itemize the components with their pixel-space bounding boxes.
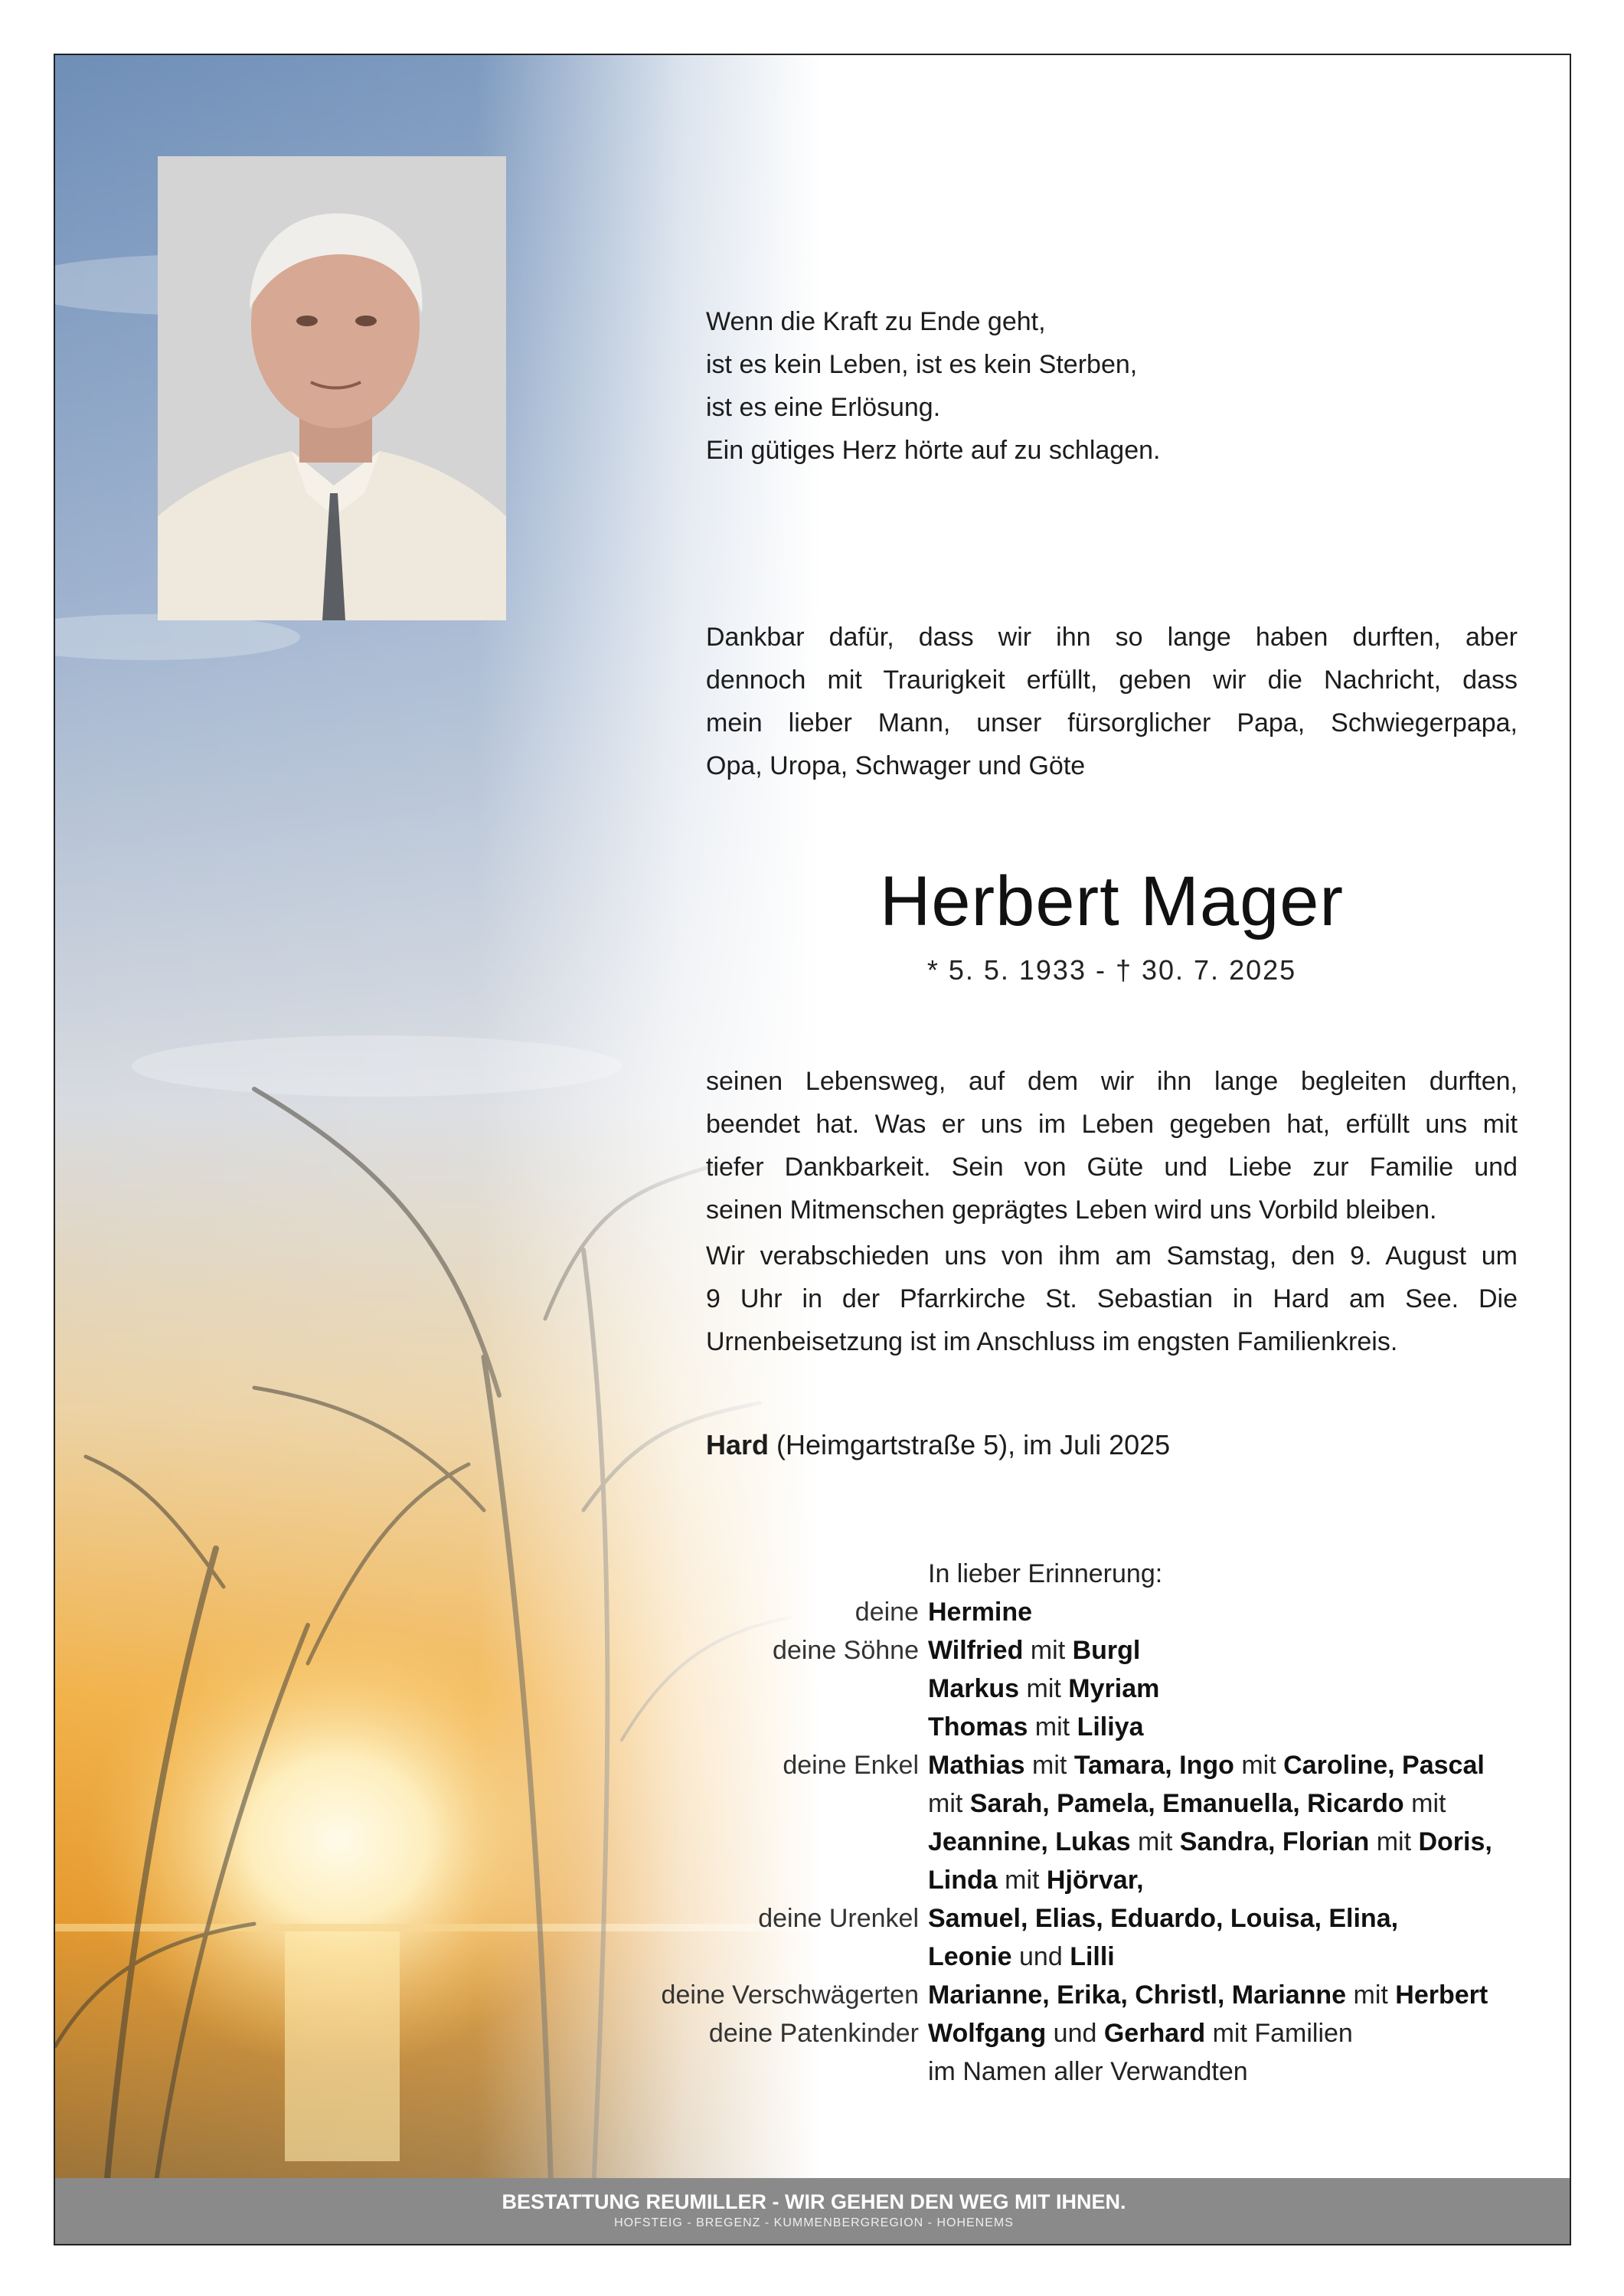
poem-line: Wenn die Kraft zu Ende geht, xyxy=(706,307,1046,336)
mourner-relation: deine Patenkinder xyxy=(708,2019,919,2048)
mourner-relation xyxy=(55,1784,928,1823)
mourner-relation: deine Urenkel xyxy=(758,1904,919,1933)
mourner-names xyxy=(928,1823,1571,1861)
mourner-row xyxy=(55,1823,1571,1861)
mourner-row xyxy=(55,1708,1571,1746)
mourner-names xyxy=(928,1861,1571,1899)
mourner-row xyxy=(55,1746,1571,1784)
portrait-image xyxy=(158,156,506,620)
poem-line: Ein gütiges Herz hörte auf zu schlagen. xyxy=(706,436,1161,465)
mourner-names xyxy=(928,1899,1571,1938)
mourner-names xyxy=(928,1976,1571,2014)
mourner-name: Sandra, Florian xyxy=(1179,1827,1370,1856)
mourner-name: Caroline, Pascal xyxy=(1283,1751,1485,1780)
mourner-connector: mit xyxy=(997,1866,1047,1895)
body-line: seinen Lebensweg, auf dem wir ihn lange begleiten durften, xyxy=(706,1067,1518,1096)
intro-paragraph xyxy=(706,616,1518,787)
mourners-heading: In lieber Erinnerung: xyxy=(928,1559,1163,1588)
mourner-name: Marianne, Erika, Christl, Marianne xyxy=(928,1980,1347,2010)
poem-line: ist es eine Erlösung. xyxy=(706,393,941,422)
mourner-names xyxy=(928,1938,1571,1976)
life-dates: * 5. 5. 1933 - † 30. 7. 2025 xyxy=(926,954,1297,986)
intro-line: Dankbar dafür, dass wir ihn so lange haben durften, aber xyxy=(706,623,1518,652)
mourner-names xyxy=(928,1631,1571,1670)
mourner-relation xyxy=(55,1823,928,1861)
place-and-date xyxy=(706,1426,1170,1464)
mourner-name: Samuel, Elias, Eduardo, Louisa, Elina, xyxy=(928,1904,1399,1933)
mourner-row xyxy=(55,1938,1571,1976)
mourner-connector: mit xyxy=(1019,1674,1069,1703)
intro-line: Opa, Uropa, Schwager und Göte xyxy=(706,751,1086,780)
mourner-name: Myriam xyxy=(1068,1674,1160,1703)
mourner-name: Tamara, Ingo xyxy=(1073,1751,1234,1780)
poem xyxy=(706,300,1518,472)
mourner-row xyxy=(55,1899,1571,1938)
mourner-name: Herbert xyxy=(1395,1980,1488,2010)
mourner-name: Wolfgang xyxy=(928,2019,1047,2048)
mourner-row xyxy=(55,2052,1571,2091)
body-line: seinen Mitmenschen geprägtes Leben wird uns Vorbild bleiben. xyxy=(706,1195,1437,1225)
footer-slogan: BESTATTUNG REUMILLER - WIR GEHEN DEN WEG MIT IHNEN. xyxy=(502,2190,1126,2213)
mourner-relation xyxy=(55,1670,928,1708)
mourner-names xyxy=(928,2014,1571,2052)
mourner-name: Liliya xyxy=(1077,1712,1144,1742)
intro-line: dennoch mit Traurigkeit erfüllt, geben wir die Nachricht, dass xyxy=(706,666,1518,695)
mourners-heading-row xyxy=(55,1555,1571,1593)
mourner-connector: mit xyxy=(1024,1751,1074,1780)
mourner-relation: deine xyxy=(854,1598,919,1627)
mourner-names xyxy=(928,1746,1571,1784)
mourner-name: Markus xyxy=(928,1674,1020,1703)
mourner-relation: deine Verschwägerten xyxy=(661,1980,919,2010)
mourner-row xyxy=(55,1861,1571,1899)
mourner-name: Linda xyxy=(928,1866,998,1895)
body-paragraph xyxy=(706,1060,1518,1231)
mourner-connector: mit xyxy=(1130,1827,1180,1856)
mourner-row xyxy=(55,1976,1571,2014)
mourner-name: Lilli xyxy=(1070,1942,1115,1971)
mourner-connector: mit xyxy=(1023,1636,1073,1665)
mourner-names xyxy=(928,1708,1571,1746)
mourner-row xyxy=(55,2014,1571,2052)
mourner-row xyxy=(55,1593,1571,1631)
mourner-name: Hermine xyxy=(928,1598,1033,1627)
mourner-name: Hjörvar, xyxy=(1046,1866,1144,1895)
mourner-name: Burgl xyxy=(1072,1636,1141,1665)
service-line: Wir verabschieden uns von ihm am Samstag, den 9. August um xyxy=(706,1241,1518,1271)
mourner-connector: und xyxy=(1046,2019,1104,2048)
funeral-home-footer xyxy=(55,2178,1571,2244)
mourner-row xyxy=(55,1670,1571,1708)
mourner-relation xyxy=(55,2052,928,2091)
mourner-name: Jeannine, Lukas xyxy=(928,1827,1131,1856)
mourner-relation xyxy=(55,1708,928,1746)
mourner-connector: mit Familien xyxy=(1205,2019,1353,2048)
mourner-name: Wilfried xyxy=(928,1636,1024,1665)
mourner-connector: mit xyxy=(1028,1712,1077,1742)
mourner-connector: und xyxy=(1011,1942,1070,1971)
mourner-name: Sarah, Pamela, Emanuella, Ricardo xyxy=(969,1789,1404,1818)
service-paragraph xyxy=(706,1235,1518,1363)
mourners-list xyxy=(55,1555,1571,2091)
poem-line: ist es kein Leben, ist es kein Sterben, xyxy=(706,350,1138,379)
portrait-photo xyxy=(158,156,506,620)
mourner-names xyxy=(928,2052,1571,2091)
mourner-row xyxy=(55,1784,1571,1823)
mourner-relation xyxy=(55,1938,928,1976)
mourner-connector: mit xyxy=(1369,1827,1419,1856)
mourner-name: Leonie xyxy=(928,1942,1012,1971)
mourner-connector: im Namen aller Verwandten xyxy=(928,2057,1248,2086)
mourner-connector: mit xyxy=(1234,1751,1284,1780)
body-line: tiefer Dankbarkeit. Sein von Güte und Liebe zur Familie und xyxy=(706,1153,1518,1182)
mourner-connector: mit xyxy=(1403,1789,1446,1818)
mourner-relation xyxy=(55,1861,928,1899)
obituary-card xyxy=(54,54,1571,2245)
mourner-name: Gerhard xyxy=(1103,2019,1206,2048)
mourner-names xyxy=(928,1784,1571,1823)
mourner-relation: deine Söhne xyxy=(773,1636,919,1665)
footer-locations: HOFSTEIG - BREGENZ - KUMMENBERGREGION - HOHENEMS xyxy=(614,2216,1014,2229)
mourner-name: Thomas xyxy=(928,1712,1028,1742)
deceased-name: Herbert Mager xyxy=(879,862,1345,940)
mourner-names xyxy=(928,1670,1571,1708)
mourner-name: Mathias xyxy=(928,1751,1025,1780)
mourner-row xyxy=(55,1631,1571,1670)
body-line: beendet hat. Was er uns im Leben gegeben hat, erfüllt uns mit xyxy=(706,1110,1518,1139)
service-line: Urnenbeisetzung ist im Anschluss im engsten Familienkreis. xyxy=(706,1327,1398,1356)
mourner-names xyxy=(928,1593,1571,1631)
mourner-name: Doris, xyxy=(1418,1827,1492,1856)
mourner-connector: mit xyxy=(928,1789,970,1818)
intro-line: mein lieber Mann, unser fürsorglicher Papa, Schwiegerpapa, xyxy=(706,708,1518,738)
mourner-connector: mit xyxy=(1346,1980,1396,2010)
place-rest: (Heimgartstraße 5), im Juli 2025 xyxy=(769,1429,1171,1460)
place-town: Hard xyxy=(706,1429,770,1460)
mourner-relation: deine Enkel xyxy=(783,1751,919,1780)
service-line: 9 Uhr in der Pfarrkirche St. Sebastian in Hard am See. Die xyxy=(706,1284,1518,1313)
